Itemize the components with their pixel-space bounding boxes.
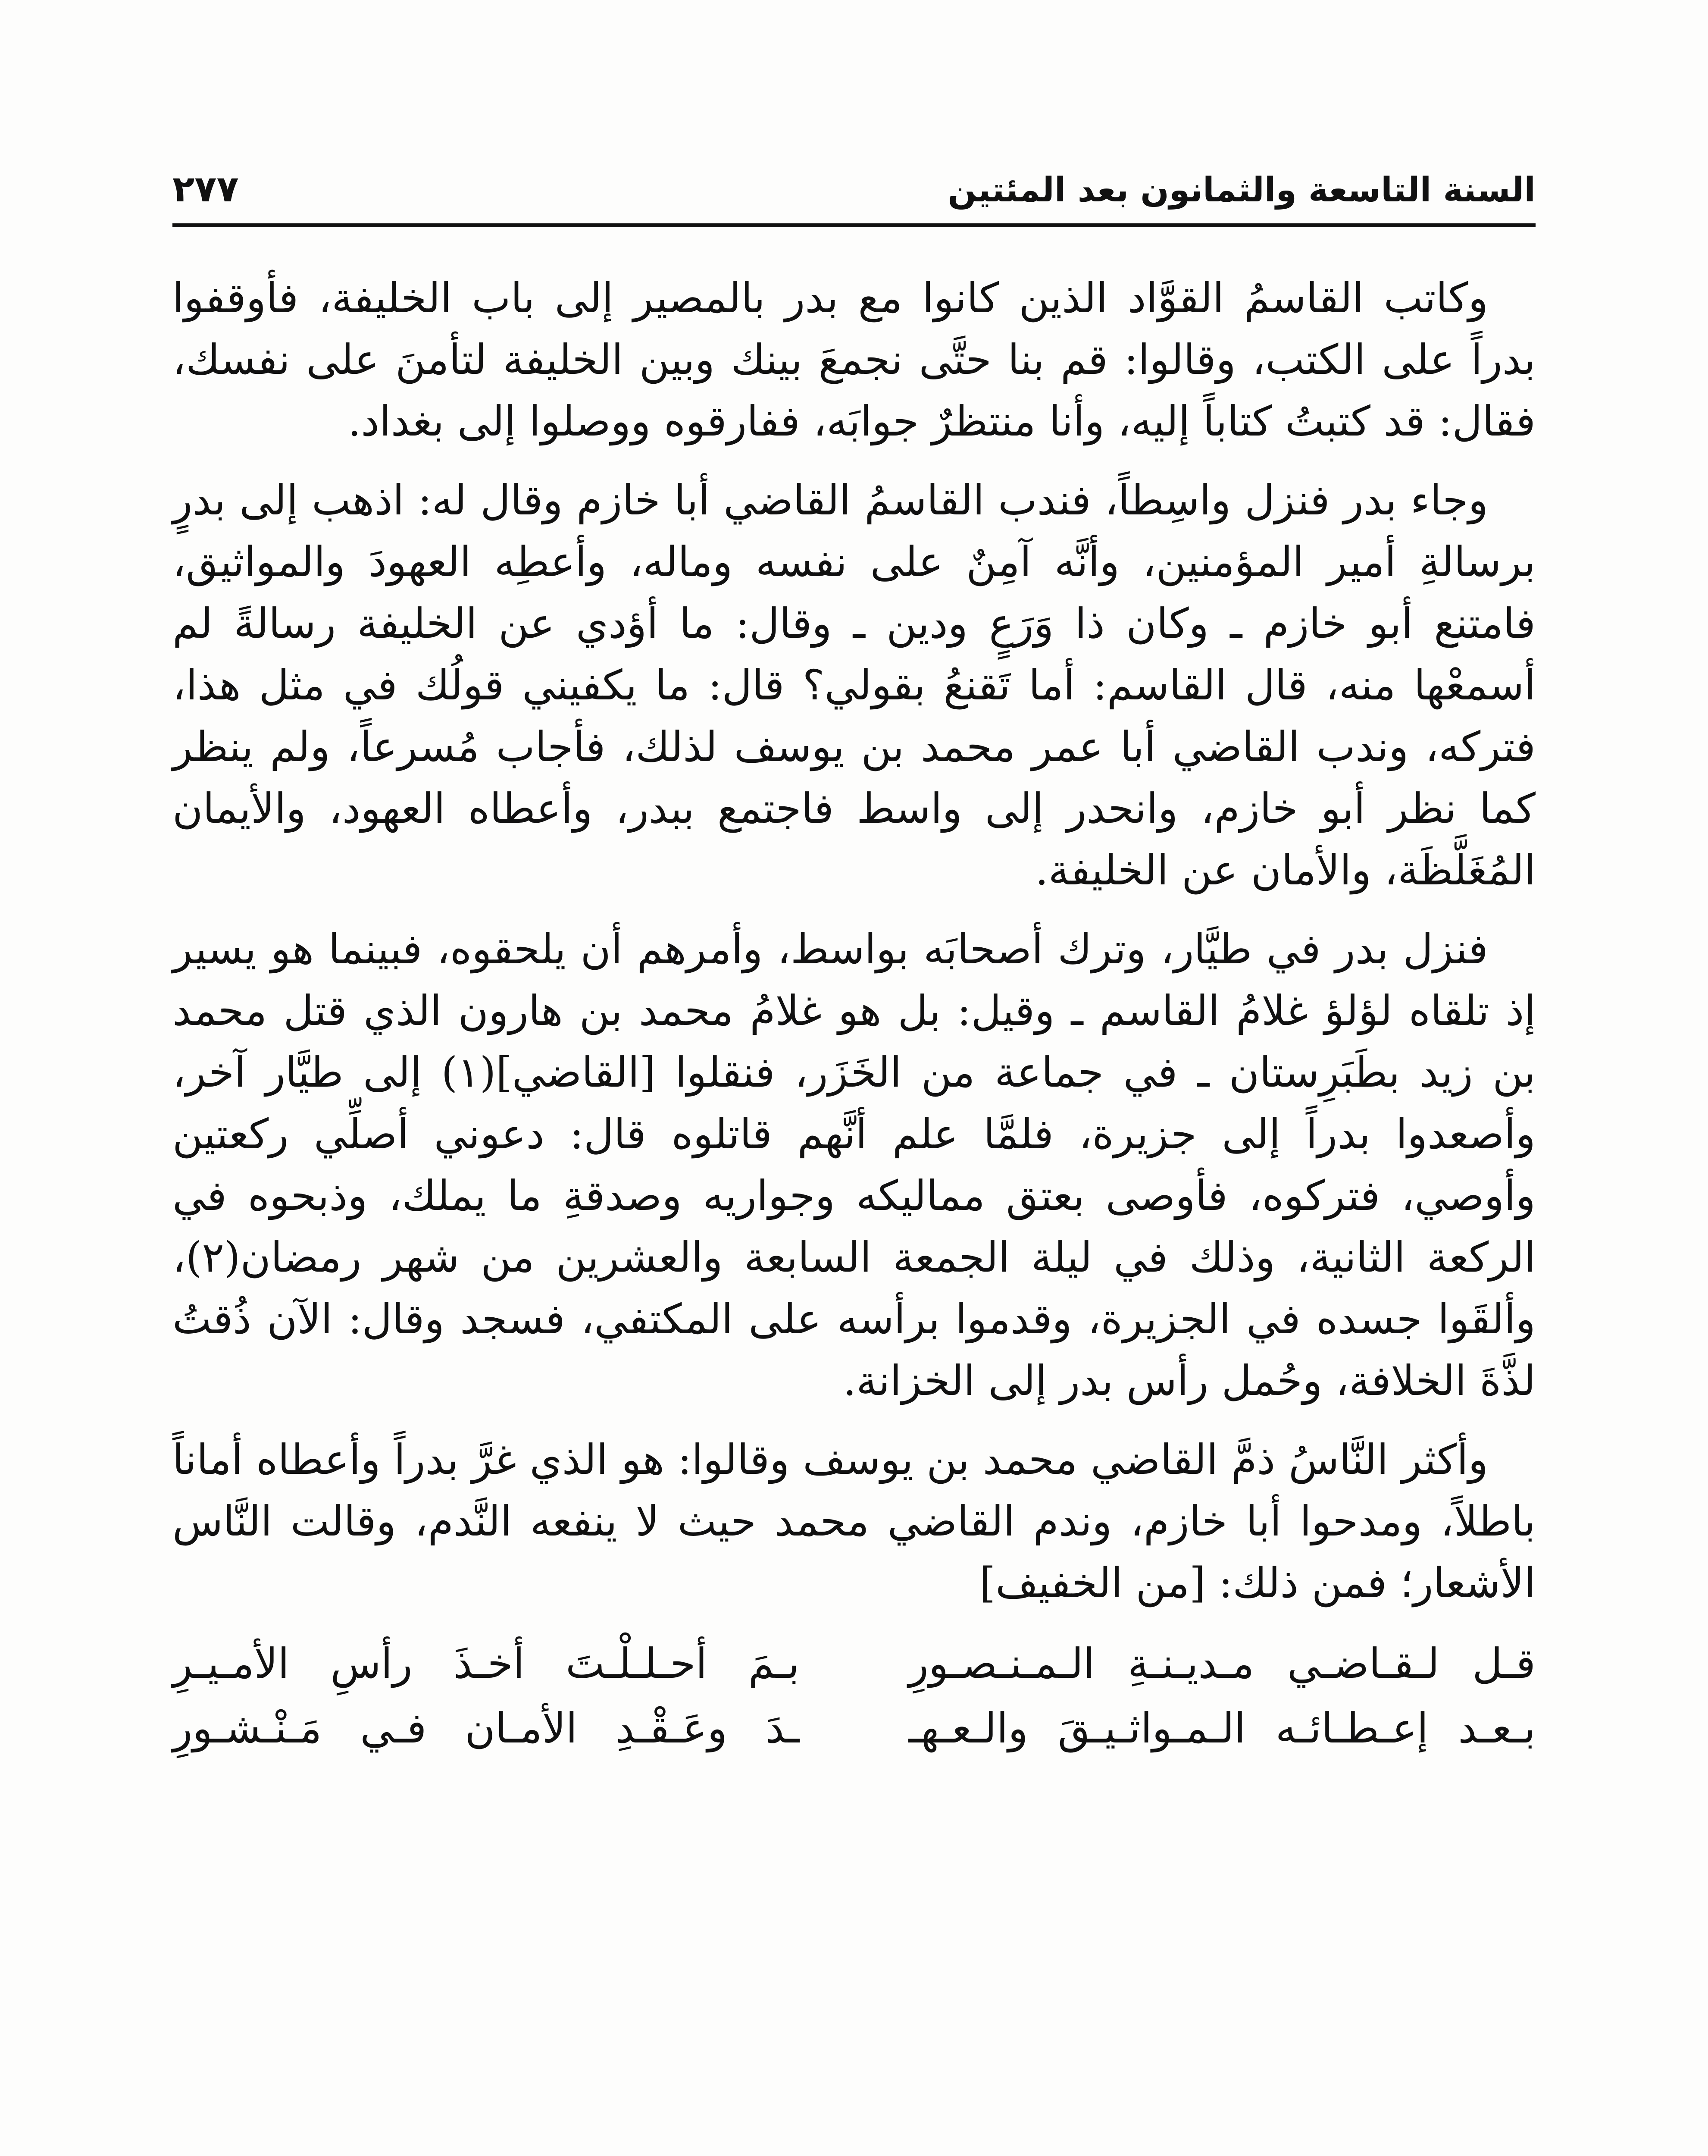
paragraph-1: وكاتب القاسمُ القوَّاد الذين كانوا مع بدر بالمصير إلى باب الخليفة، فأوقفوا بدراً على الكتب، وقالوا: قم بنا حتَّى نجمعَ بينك وبين الخليفة لتأمنَ على نفسك، فقال: قد كتبتُ كتاباً إليه، وأنا منتظرٌ جوابَه، ففارقوه ووصلوا إلى بغداد. bbox=[172, 274, 1536, 445]
paragraph-4: وأكثر النَّاسُ ذمَّ القاضي محمد بن يوسف وقالوا: هو الذي غرَّ بدراً وأعطاه أماناً باطلاً، ومدحوا أبا خازم، وندم القاضي محمد حيث لا ينفعه النَّدم، وقالت النَّاس الأشعار؛ فمن ذلك: [من الخفيف] bbox=[172, 1435, 1536, 1607]
page-header bbox=[172, 142, 1536, 210]
verse-2-first-hemistich: بـعـد إعـطـائـه الـمـواثـيـقَ والـعـهـ bbox=[908, 1704, 1536, 1752]
verse-2-second-hemistich: ـدَ وعَـقْـدِ الأمـان فـي مَـنْـشـورِ bbox=[172, 1704, 800, 1752]
verse-1-second-hemistich: بـمَ أحـلـلْـتَ أخـذَ رأسِ الأمـيـرِ bbox=[172, 1639, 800, 1688]
running-title: السنة التاسعة والثمانون بعد المئتين bbox=[948, 171, 1536, 210]
verse-1-first-hemistich: قـل لـقـاضـي مـديـنـةِ الـمـنـصـورِ bbox=[908, 1639, 1536, 1688]
main-text bbox=[172, 267, 1536, 1761]
paragraph-3: فنزل بدر في طيَّار، وترك أصحابَه بواسط، وأمرهم أن يلحقوه، فبينما هو يسير إذ تلقاه لؤلؤ غلامُ القاسم ـ وقيل: بل هو غلامُ محمد بن هارون الذي قتل محمد بن زيد بطَبَرِستان ـ في جماعة من الخَزَر، فنقلوا [القاضي](١) إلى طيَّار آخر، وأصعدوا بدراً إلى جزيرة، فلمَّا علم أنَّهم قاتلوه قال: دعوني أصلِّي ركعتين وأوصي، فتركوه، فأوصى بعتق مماليكه وجواريه وصدقةِ ما يملك، وذبحوه في الركعة الثانية، وذلك في ليلة الجمعة السابعة والعشرين من شهر رمضان(٢)، وألقَوا جسده في الجزيرة، وقدموا برأسه على المكتفي، فسجد وقال: الآن ذُقتُ لذَّةَ الخلافة، وحُمل رأس بدر إلى الخزانة. bbox=[172, 925, 1536, 1405]
verse-1 bbox=[172, 1631, 1536, 1696]
verse-2 bbox=[172, 1696, 1536, 1761]
page-number: ٢٧٧ bbox=[172, 168, 239, 210]
poem bbox=[172, 1631, 1536, 1761]
header-rule bbox=[172, 223, 1536, 227]
paragraph-2: وجاء بدر فنزل واسِطاً، فندب القاسمُ القاضي أبا خازم وقال له: اذهب إلى بدرٍ برسالةِ أمير المؤمنين، وأنَّه آمِنٌ على نفسه وماله، وأعطِه العهودَ والمواثيق، فامتنع أبو خازم ـ وكان ذا وَرَعٍ ودين ـ وقال: ما أؤدي عن الخليفة رسالةً لم أسمعْها منه، قال القاسم: أما تَقنعُ بقولي؟ قال: ما يكفيني قولُك في مثل هذا، فتركه، وندب القاضي أبا عمر محمد بن يوسف لذلك، فأجاب مُسرعاً، ولم ينظر كما نظر أبو خازم، وانحدر إلى واسط فاجتمع ببدر، وأعطاه العهود، والأيمان المُغَلَّظَة، والأمان عن الخليفة. bbox=[172, 476, 1536, 894]
